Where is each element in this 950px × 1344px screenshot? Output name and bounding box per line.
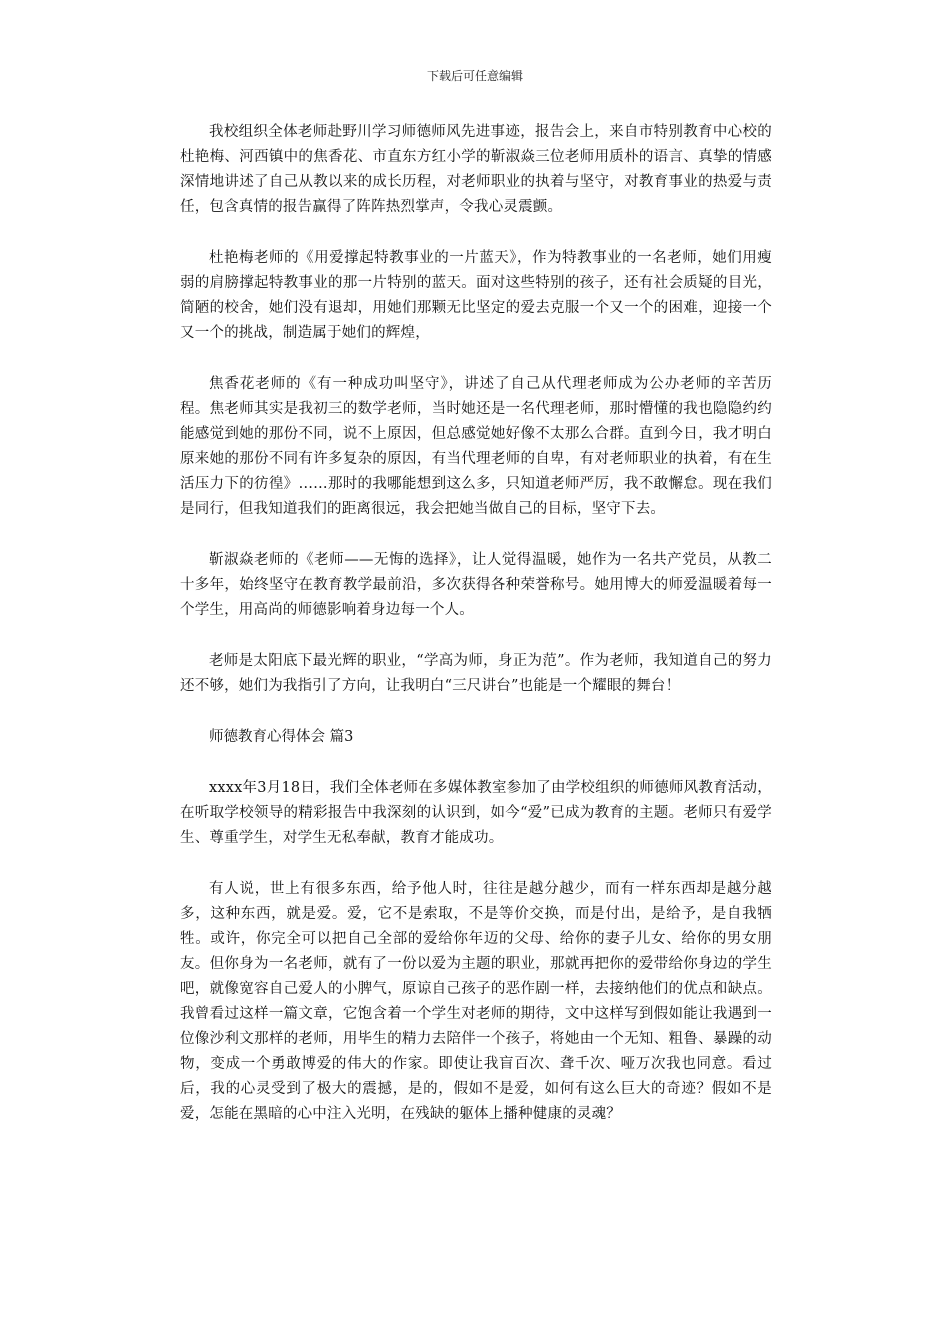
paragraph: xxxx年3月18日，我们全体老师在多媒体教室参加了由学校组织的师德师风教育活动，在听取学校领导的精彩报告中我深刻的认识到，如今“爱”已成为教育的主题。老师只有爱学生、尊重学生，对学生无私奉献，教育才能成功。: [180, 780, 772, 846]
paragraph: 靳淑焱老师的《老师——无悔的选择》，让人觉得温暖，她作为一名共产党员，从教二十多年，始终坚守在教育教学最前沿，多次获得各种荣誉称号。她用博大的师爱温暖着每一个学生，用高尚的师德影响着身边每一个人。: [180, 552, 772, 618]
header-note: 下载后可任意编辑: [426, 69, 523, 83]
paragraph: 杜艳梅老师的《用爱撑起特教事业的一片蓝天》，作为特教事业的一名老师，她们用瘦弱的肩膀撑起特教事业的那一片特别的蓝天。面对这些特别的孩子，还有社会质疑的目光，简陋的校舍，她们没有退却，用她们那颗无比坚定的爱去克服一个又一个的困难，迎接一个又一个的挑战，制造属于她们的辉煌，: [180, 250, 772, 341]
section-title: 师德教育心得体会 篇3: [209, 729, 354, 745]
paragraph: 有人说，世上有很多东西，给予他人时，往往是越分越少，而有一样东西却是越分越多，这种东西，就是爱。爱，它不是索取，不是等价交换，而是付出，是给予，是自我牺牲。或许，你完全可以把自己全部的爱给你年迈的父母、给你的妻子儿女、给你的男女朋友。但你身为一名老师，就有了一份以爱为主题的职业，那就再把你的爱带给你身边的学生吧，就像宽容自己爱人的小脾气，原谅自己孩子的恶作剧一样，去接纳他们的优点和缺点。我曾看过这样一篇文章，它饱含着一个学生对老师的期待，文中这样写到假如能让我遇到一位像沙利文那样的老师，用毕生的精力去陪伴一个孩子，将她由一个无知、粗鲁、暴躁的动物，变成一个勇敢博爱的伟大的作家。即使让我盲百次、聋千次、哑万次我也同意。看过后，我的心灵受到了极大的震撼，是的，假如不是爱，如何有这么巨大的奇迹？假如不是爱，怎能在黑暗的心中注入光明，在残缺的躯体上播种健康的灵魂？: [180, 881, 772, 1122]
document-body: [180, 120, 772, 1153]
paragraph: 老师是太阳底下最光辉的职业，“学高为师，身正为范”。作为老师，我知道自己的努力还不够，她们为我指引了方向，让我明白“三尺讲台”也能是一个耀眼的舞台！: [180, 653, 772, 694]
paragraph: 我校组织全体老师赴野川学习师德师风先进事迹，报告会上，来自市特别教育中心校的杜艳梅、河西镇中的焦香花、市直东方红小学的靳淑焱三位老师用质朴的语言、真挚的情感深情地讲述了自己从教以来的成长历程，对老师职业的执着与坚守，对教育事业的热爱与责任，包含真情的报告赢得了阵阵热烈掌声，令我心灵震颤。: [180, 124, 772, 215]
paragraph: 焦香花老师的《有一种成功叫坚守》，讲述了自己从代理老师成为公办老师的辛苦历程。焦老师其实是我初三的数学老师，当时她还是一名代理老师，那时懵懂的我也隐隐约约能感觉到她的那份不同，说不上原因，但总感觉她好像不太那么合群。直到今日，我才明白原来她的那份不同有许多复杂的原因，有当代理老师的自卑，有对老师职业的执着，有在生活压力下的彷徨》……那时的我哪能想到这么多，只知道老师严厉，我不敢懈怠。现在我们是同行，但我知道我们的距离很远，我会把她当做自己的目标，坚守下去。: [180, 376, 772, 517]
